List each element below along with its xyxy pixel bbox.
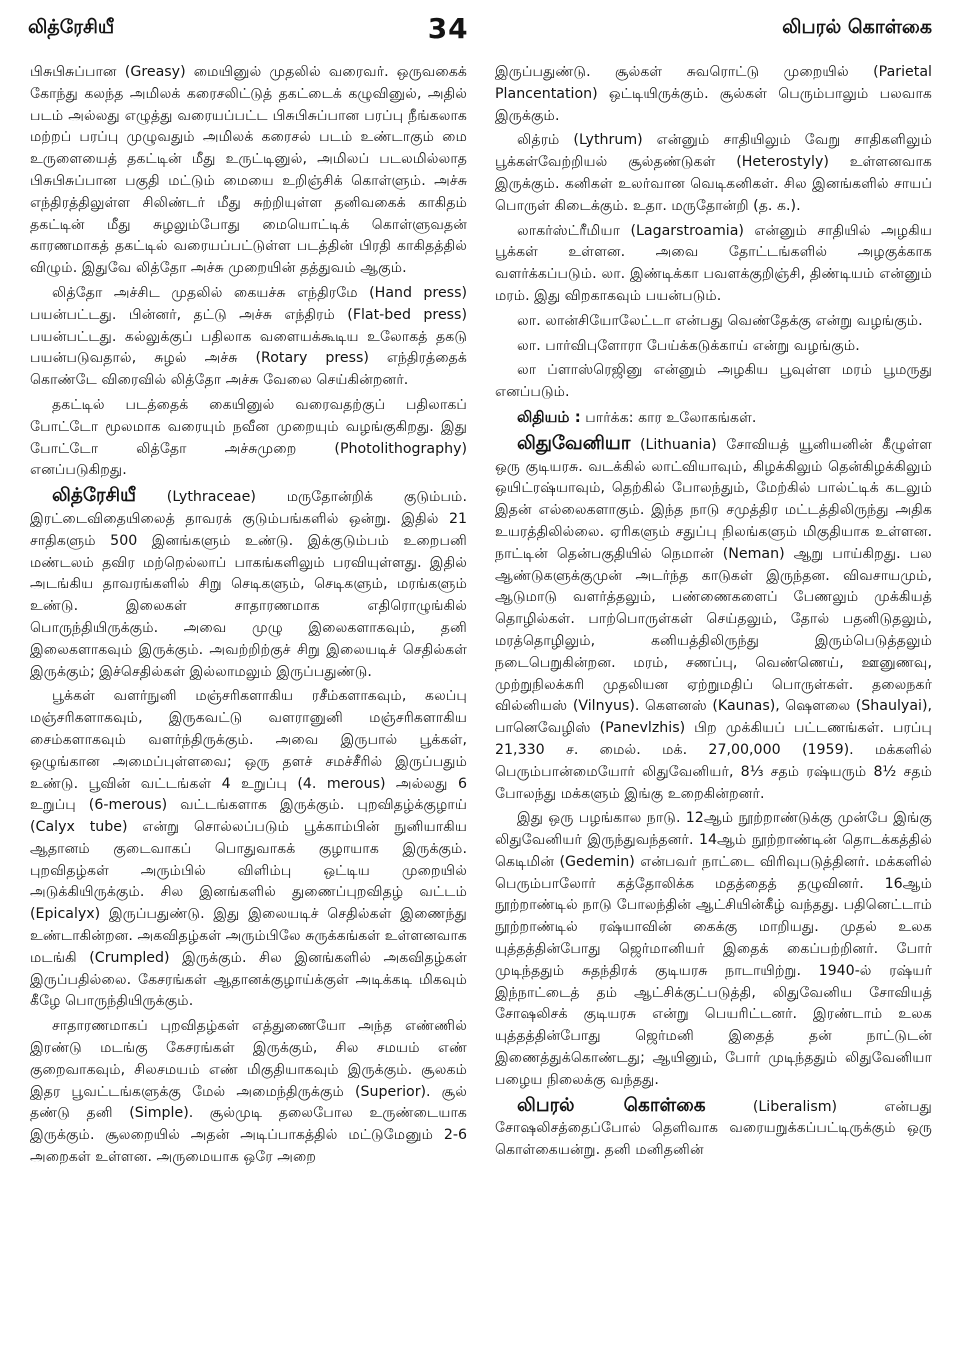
entry-headword: லிபரல் கொள்கை (517, 1094, 706, 1116)
entry-text: பார்க்க: கார உலோகங்கள். (585, 409, 757, 426)
paragraph: பூக்கள் வளர்நுனி மஞ்சரிகளாகிய ரசீம்களாகவும், கலப்பு மஞ்சரிகளாகவும், இருகவட்டு வளரானுனி மஞ்சரிகளாகிய சைம்களாகவும் வளர்ந்திருக்கும். அவை இருபால் பூக்கள், ஒழுங்கான அமைப்புள்ளவை; ஒரு தளச் சமச்சீரில் இருப்பதும் உண்டு. பூவின் வட்டங்கள் 4 உறுப்பு (4. merous) அல்லது 6 உறுப்பு (6-merous) வட்டங்களாக இருக்கும். புறவிதழ்க்குழாய் (Calyx tube) என்று சொல்லப்படும் பூக்காம்பின் நுனியாகிய ஆதானம் குடைவாகப் பொதுவாகக் குழாயாக இருக்கும். புறவிதழ்கள் அரும்பில் விளிம்பு ஒட்டிய முறையில் அடுக்கியிருக்கும். சில இனங்களில் துணைப்புறவிதழ் வட்டம் (Epicalyx) இருப்பதுண்டு. இது இலையடிச் செதில்கள் இணைந்து உண்டாகின்றன. அகவிதழ்கள் அரும்பிலே சுருக்கங்கள் உள்ளனவாக மடங்கி (Crumpled) இருக்கும். சில இனங்களில் அகவிதழ்கள் இருப்பதில்லை. கேசரங்கள் ஆதானக்குழாய்க்குள் அடிக்கடி மிகவும் கீழே பொருந்தியிருக்கும். (30, 688, 467, 1010)
entry-lythraceae (30, 485, 467, 683)
entry-lithuania (495, 433, 932, 806)
entry-liberalism (495, 1095, 932, 1162)
entry-text: (Liberalism) என்பது சோஷலிசத்தைப்போல் தெளிவாக வரையறுக்கப்பட்டிருக்கும் ஒரு கொள்கையன்று. தனி மனிதனின் (495, 1098, 932, 1159)
paragraph: இது ஒரு பழங்கால நாடு. 12ஆம் நூற்றாண்டுக்கு முன்பே இங்கு லிதுவேனியர் இருந்துவந்தனர். 14ஆம் நூற்றாண்டின் தொடக்கத்தில் கெடிமின் (Gedemin) என்பவர் நாட்டை விரிவுபடுத்தினர். மக்களில் பெரும்பாலோர் கத்தோலிக்க மதத்தைத் தழுவினர். 16ஆம் நூற்றாண்டில் நாடு போலந்தின் ஆட்சியின்கீழ் வந்தது. பதினெட்டாம் நூற்றாண்டில் ரஷ்யாவின் கைக்கு மாறியது. முதல் உலக யுத்தத்தின்போது ஜெர்மானியர் இதைக் கைப்பற்றினர். போர் முடிந்ததும் சுதந்திரக் குடியரசு நாடாயிற்று. 1940-ல் ரஷ்யர் இந்நாட்டைத் தம் ஆட்சிக்குட்படுத்தி, லிதுவேனிய சோவியத் சோஷலிசக் குடியரசு என்று பெயரிட்டனர். இரண்டாம் உலக யுத்தத்தின்போது ஜெர்மனி இதைத் தன் நாட்டுடன் இணைத்துக்கொண்டது; ஆயினும், போர் முடிந்ததும் லிதுவேனியா பழைய நிலைக்கு வந்தது. (495, 810, 932, 1088)
page-number: 34 (427, 11, 469, 45)
entry-headword: லித்ரேசியீ (52, 485, 136, 507)
paragraph: லித்தோ அச்சிட முதலில் கையச்சு எந்திரமே (Hand press) பயன்பட்டது. பின்னர், தட்டு அச்சு எந்திரம் (Flat-bed press) பயன்பட்டது. கல்லுக்குப் பதிலாக வளையக்கூடிய உலோகத் தகடு பயன்படுவதால், சுழல் அச்சு (Rotary press) எந்திரத்தைக் கொண்டே விரைவில் லித்தோ அச்சு வேலை செய்கின்றனர். (30, 284, 467, 389)
paragraph: பிசுபிசுப்பான (Greasy) மையினுல் முதலில் வரைவர். ஒருவகைக் கோந்து கலந்த அமிலக் கரைசலிட்டுத் தகட்டைக் கழுவினுல், அதில் படம் அல்லது எழுத்து வரையப்பட்ட பிசுபிசுப்பான பரப்பு நீங்கலாக மற்றப் பரப்பு முழுவதும் அமிலக் கரைசல் படம் உண்டாகும் மை உருளையைத் தகட்டின் மீது உருட்டினுல், அமிலப் படலமில்லாத பிசுபிசுப்பான பகுதி மட்டும் மையை உறிஞ்சிக் கொள்ளும். அச்சு எந்திரத்திலுள்ள சிலிண்டர் மீது சுற்றியுள்ள தனிவகைக் காகிதம் தகட்டின் மீது சுழலும்போது மையொட்டிக் கொள்ளுவதன் காரணமாகத் தகட்டில் வரையப்பட்டுள்ள படத்தின் பிரதி காகிதத்தில் விழும். இதுவே லித்தோ அச்சு முறையின் தத்துவம் ஆகும். (30, 64, 467, 277)
paragraph: லாகர்ஸ்ட்ரீமியா (Lagarstroamia) என்னும் சாதியில் அழகிய பூக்கள் உள்ளன. அவை தோட்டங்களில் அழகுக்காக வளர்க்கப்படும். லா. இண்டிக்கா பவளக்குறிஞ்சி, திண்டியம் என்னும் மரம். இது விறகாகவும் பயன்படும். (495, 222, 932, 304)
running-header (28, 8, 932, 48)
entry-text: (Lythraceae) மருதோன்றிக் குடும்பம். இரட்டைவிதையிலைத் தாவரக் குடும்பங்களில் ஒன்று. இதில் 21 சாதிகளும் 500 இனங்களும் உண்டு. இக்குடும்பம் உறைபனி மண்டலம் தவிர மற்றெல்லாப் பாகங்களிலும் பரவியுள்ளது. இதில் அடங்கிய தாவரங்களில் சிறு செடிகளும், செடிகளும், மரங்களும் உண்டு. இலைகள் சாதாரணமாக எதிரொழுங்கில் பொருந்தியிருக்கும். அவை முழு இலைகளாகவும், தனி இலைகளாகவும் இருக்கும். அவற்றிற்குச் சிறு இலையடிச் செதில்கள் இருக்கும்; இச்செதில்கள் இல்லாமலும் இருப்பதுண்டு. (30, 489, 467, 680)
entry-headword: லிதியம் : (517, 407, 581, 426)
entry-headword: லிதுவேனியா (517, 432, 631, 454)
paragraph: லித்ரம் (Lythrum) என்னும் சாதியிலும் வேறு சாதிகளிலும் பூக்கள்வேற்றியல் சூல்தண்டுகள் (Heterostyly) உள்ளனவாக இருக்கும். கனிகள் உலர்வான வெடிகனிகள். சில இனங்களில் சாயப் பொருள் கிடைக்கும். உதா. மருதோன்றி (த. க.). (495, 132, 932, 214)
left-running-title: லித்ரேசியீ (28, 15, 115, 38)
paragraph: லா. லான்சியோலேட்டா என்பது வெண்தேக்கு என்று வழங்கும். (517, 312, 923, 329)
paragraph: சாதாரணமாகப் புறவிதழ்கள் எத்துணையோ அந்த எண்ணில் இரண்டு மடங்கு கேசரங்கள் இருக்கும், சில சமயம் எண் குறைவாகவும், சிலசமயம் எண் மிகுதியாகவும் இருக்கும். சூலகம் இதர பூவட்டங்களுக்கு மேல் அமைந்திருக்கும் (Superior). சூல் தண்டு தனி (Simple). சூல்முடி தலைபோல உருண்டையாக இருக்கும். சூலறையில் அதன் அடிப்பாகத்தில் மட்டுமேனும் 2-6 அறைகள் உள்ளன. அருமையாக ஒரே அறை (30, 1018, 467, 1166)
left-column (30, 62, 467, 1352)
entry-text: (Lithuania) சோவியத் யூனியனின் கீழுள்ள ஒரு குடியரசு. வடக்கில் லாட்வியாவும், கிழக்கிலும் தென்கிழக்கிலும் ஒயிட்ரஷ்யாவும், தெற்கில் போலந்தும், மேற்கில் பால்ட்டிக் கடலும் இதன் எல்லைகளாகும். இந்த நாடு சமுத்திர மட்டத்திலிருந்து அதிக உயரத்திலில்லை. ஏரிகளும் சதுப்பு நிலங்களும் மிகுதியாக உள்ளன. நாட்டின் தென்பகுதியில் நெமான் (Neman) ஆறு பாய்கிறது. பல ஆண்டுகளுக்குமுன் அடர்ந்த காடுகள் இருந்தன. விவசாயமும், ஆடுமாடு வளர்த்தலும், பண்ணைகளைப் பேணலும் முக்கியத் தொழில்கள். பாற்பொருள்கள் செய்தலும், தோல் பதனிடுதலும், மரத்தொழிலும், கனியத்திலிருந்து இரும்பெடுத்தலும் நடைபெறுகின்றன. மரம், சணப்பு, வெண்ணெய், ஊனுணவு, முற்றுநிலக்கரி முதலியன ஏற்றுமதிப் பொருள்கள். தலைநகர் வில்னியஸ் (Vilnyus). கௌனஸ் (Kaunas), ஷௌலை (Shaulyai), பானெவேழிஸ் (Panevlzhis) பிற முக்கியப் பட்டணங்கள். பரப்பு 21,330 ச. மைல். மக். 27,00,000 (1959). மக்களில் பெரும்பான்மையோர் லிதுவேனியர், 8⅓ சதம் ரஷ்யரும் 8½ சதம் போலந்து மக்களும் இங்கு உறைகின்றனர். (495, 436, 932, 802)
paragraph: இருப்பதுண்டு. சூல்கள் சுவரொட்டு முறையில் (Parietal Plancentation) ஒட்டியிருக்கும். சூல்கள் பெரும்பாலும் பலவாக இருக்கும். (495, 64, 932, 124)
paragraph: லா ப்ளாஸ்ரெஜினு என்னும் அழகிய பூவுள்ள மரம் பூமருது எனப்படும். (495, 362, 932, 401)
right-column (495, 62, 932, 1352)
paragraph: தகட்டில் படத்தைக் கையினுல் வரைவதற்குப் பதிலாகப் போட்டோ மூலமாக வரையும் நவீன முறையும் வழங்குகிறது. இது போட்டோ லித்தோ அச்சுமுறை (Photolithography) எனப்படுகிறது. (30, 396, 467, 479)
entry-lithium (495, 407, 932, 430)
paragraph: லா. பார்விபுளோரா பேய்க்கடுக்காய் என்று வழங்கும். (517, 337, 860, 354)
right-running-title: லிபரல் கொள்கை (782, 15, 932, 38)
text-columns (30, 62, 932, 1352)
